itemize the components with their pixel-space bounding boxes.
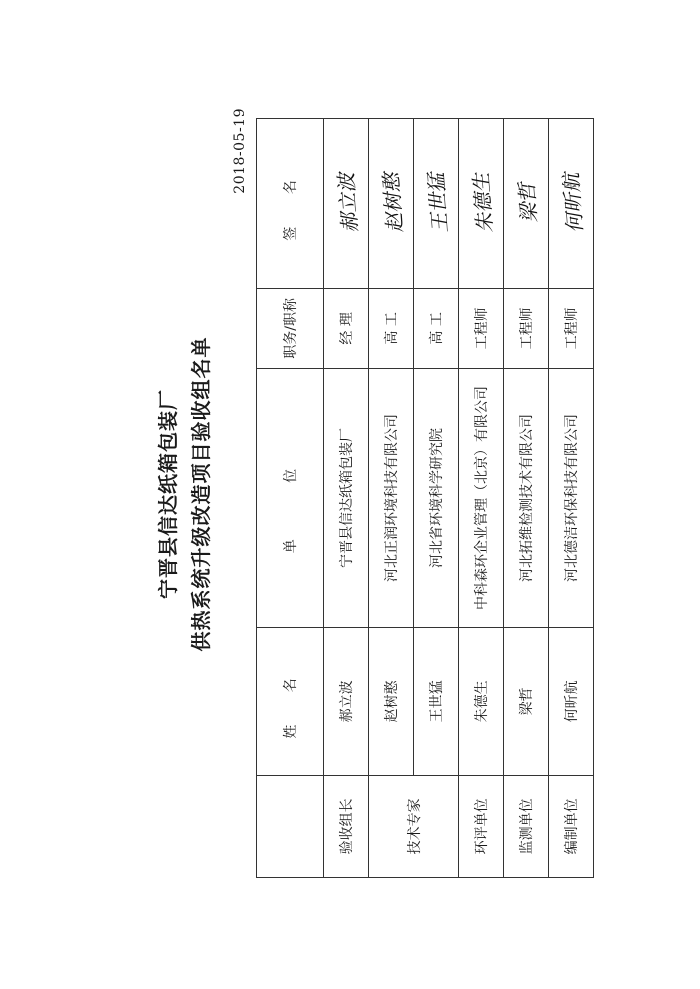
- handwritten-signature: 朱德生: [468, 172, 497, 235]
- cell-signature: [459, 119, 504, 289]
- header-role: [257, 775, 324, 877]
- handwritten-signature: 赵树憨: [378, 172, 407, 235]
- cell-signature: [414, 119, 459, 289]
- cell-name: 朱德生: [459, 627, 504, 775]
- cell-name: 赵树憨: [369, 627, 414, 775]
- document-title-company: 宁晋县信达纸箱包装厂: [156, 389, 180, 599]
- handwritten-signature: 王世猛: [423, 172, 452, 235]
- handwritten-signature: 梁哲: [514, 182, 541, 225]
- header-name: 姓 名: [257, 627, 324, 775]
- cell-title: 高 工: [369, 288, 414, 368]
- cell-signature: [549, 119, 594, 289]
- table-row: [324, 119, 369, 878]
- cell-unit: 河北拓维检测技术有限公司: [504, 369, 549, 628]
- handwritten-signature: 郝立波: [333, 172, 362, 235]
- cell-unit: 河北德洁环保科技有限公司: [549, 369, 594, 628]
- cell-signature: [504, 119, 549, 289]
- cell-role: 环评单位: [459, 775, 504, 877]
- cell-unit: 河北省环境科学研究院: [414, 369, 459, 628]
- document-title-list: 供热系统升级改造项目验收组名单: [189, 336, 213, 652]
- header-title: 职务/职称: [257, 288, 324, 368]
- table-header-row: [257, 119, 324, 878]
- header-unit: 单 位: [257, 369, 324, 628]
- cell-role: 技术专家: [369, 775, 459, 877]
- rotated-form-page: [70, 94, 630, 894]
- table-row: [504, 119, 549, 878]
- cell-unit: 河北正润环境科技有限公司: [369, 369, 414, 628]
- cell-signature: [324, 119, 369, 289]
- cell-title: 高 工: [414, 288, 459, 368]
- cell-signature: [369, 119, 414, 289]
- cell-title: 工程师: [459, 288, 504, 368]
- cell-title: 工程师: [549, 288, 594, 368]
- cell-unit: 中科森环企业管理（北京）有限公司: [459, 369, 504, 628]
- cell-title: 经 理: [324, 288, 369, 368]
- cell-name: 梁哲: [504, 627, 549, 775]
- table-row: [369, 119, 414, 878]
- cell-title: 工程师: [504, 288, 549, 368]
- cell-role: 编制单位: [549, 775, 594, 877]
- handwritten-signature: 何昕航: [558, 172, 587, 235]
- acceptance-team-table: [256, 118, 594, 878]
- cell-unit: 宁晋县信达纸箱包装厂: [324, 369, 369, 628]
- header-signature: 签 名: [257, 119, 324, 289]
- document-date: 2018-05-19: [232, 108, 248, 194]
- cell-name: 何昕航: [549, 627, 594, 775]
- table-row: [414, 119, 459, 878]
- cell-name: 郝立波: [324, 627, 369, 775]
- table-row: [459, 119, 504, 878]
- table-row: [549, 119, 594, 878]
- cell-name: 王世猛: [414, 627, 459, 775]
- cell-role: 监测单位: [504, 775, 549, 877]
- cell-role: 验收组长: [324, 775, 369, 877]
